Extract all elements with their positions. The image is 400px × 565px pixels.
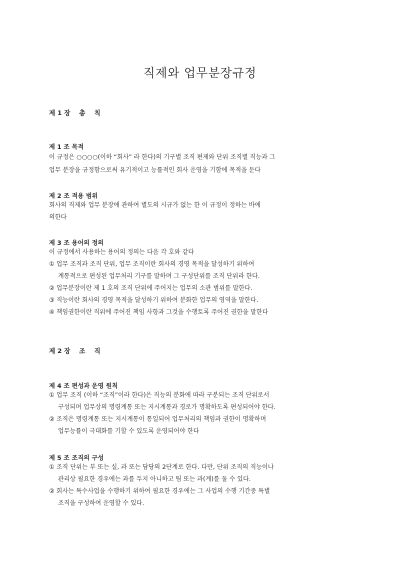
article-3-item: ② 업무분장이란 제 1 호의 조직 단위에 주어지는 업무의 소관 범위를 말한다. bbox=[49, 285, 253, 292]
chapter-1-heading: 제 1 장 총 칙 bbox=[49, 109, 101, 117]
article-1-heading: 제 1 조 목적 bbox=[49, 144, 84, 151]
article-5-item: ② 회사는 특수사업을 수행하기 위하여 필요한 경우에는 그 사업의 수행 기간중 특별 bbox=[49, 488, 271, 495]
document-title: 직제와 업무분장규정 bbox=[143, 66, 257, 80]
article-2-line: 회사의 직제와 업무 분장에 관하여 별도의 시규가 없는 한 이 규정이 정하는 바에 bbox=[49, 202, 261, 209]
article-2-line: 의한다 bbox=[49, 214, 67, 221]
article-3-item-cont: 계통적으로 편성된 업무처리 기구를 말하며 그 구성단위를 조직 단위라 한다. bbox=[58, 273, 260, 280]
article-3-item: ④ 책임권한이란 직위에 주어진 책임 사항과 그것을 수행토록 주어진 권한을 말한다 bbox=[49, 309, 269, 316]
article-4-item: ① 업무 조직 (이하 “조직”이라 한다)은 직능의 분화에 따라 구분되는 조직 단위로서 bbox=[49, 392, 270, 399]
article-4-item-cont: 구성되며 업무상의 명령계통 또는 지시계통과 경로가 명확하도록 편성되어야 한다. bbox=[58, 404, 276, 411]
article-4-item: ② 조직은 명령계통 또는 지시계통이 통일되어 업무처리의 책임과 권한이 명확하며 bbox=[49, 416, 267, 423]
article-5-heading: 제 5 조 조직의 구성 bbox=[49, 455, 104, 462]
article-3-item: ① 업무 조직과 조직 단위, 업무 조직이란 회사의 경영 목적을 달성하기 위하여 bbox=[49, 261, 255, 268]
article-3-heading: 제 3 조 용어의 정의 bbox=[49, 240, 104, 247]
article-5-item: ① 조직 단위는 부 또는 실, 과 또는 담당의 2단계로 한다. 다만, 단위 조직의 직능이나 bbox=[49, 464, 274, 471]
article-4-heading: 제 4 조 편성과 운영 원칙 bbox=[49, 383, 118, 390]
article-1-line: 업무 분장을 규정함으로써 유기적이고 능률적인 회사 운영을 기함에 목적을 둔다 bbox=[49, 167, 261, 174]
article-4-item-cont: 업무능률이 극대화를 기할 수 있도록 운영되어야 한다 bbox=[58, 428, 200, 435]
article-2-heading: 제 2 조 적용 범위 bbox=[49, 193, 98, 200]
article-3-line: 이 규정에서 사용하는 용어의 정의는 다음 각 호와 같다 bbox=[49, 249, 195, 256]
chapter-2-heading: 제 2 장 조 직 bbox=[49, 347, 101, 355]
article-3-item: ③ 직능이란 회사의 경영 목적을 달성하기 위하여 분화한 업무의 영역을 말한다. bbox=[49, 297, 259, 304]
article-5-item-cont: 관리상 필요한 경우에는 과를 두지 아니하고 팀 또는 과(계)를 둘 수 있다. bbox=[58, 476, 251, 483]
article-1-line: 이 규정은 ○○○○(이하 “회사” 라 한다)의 기구별 조직 편제와 단위 조직별 직능과 그 bbox=[49, 154, 276, 161]
article-5-item-cont: 조직을 구성하여 운영할 수 있다. bbox=[58, 500, 145, 507]
